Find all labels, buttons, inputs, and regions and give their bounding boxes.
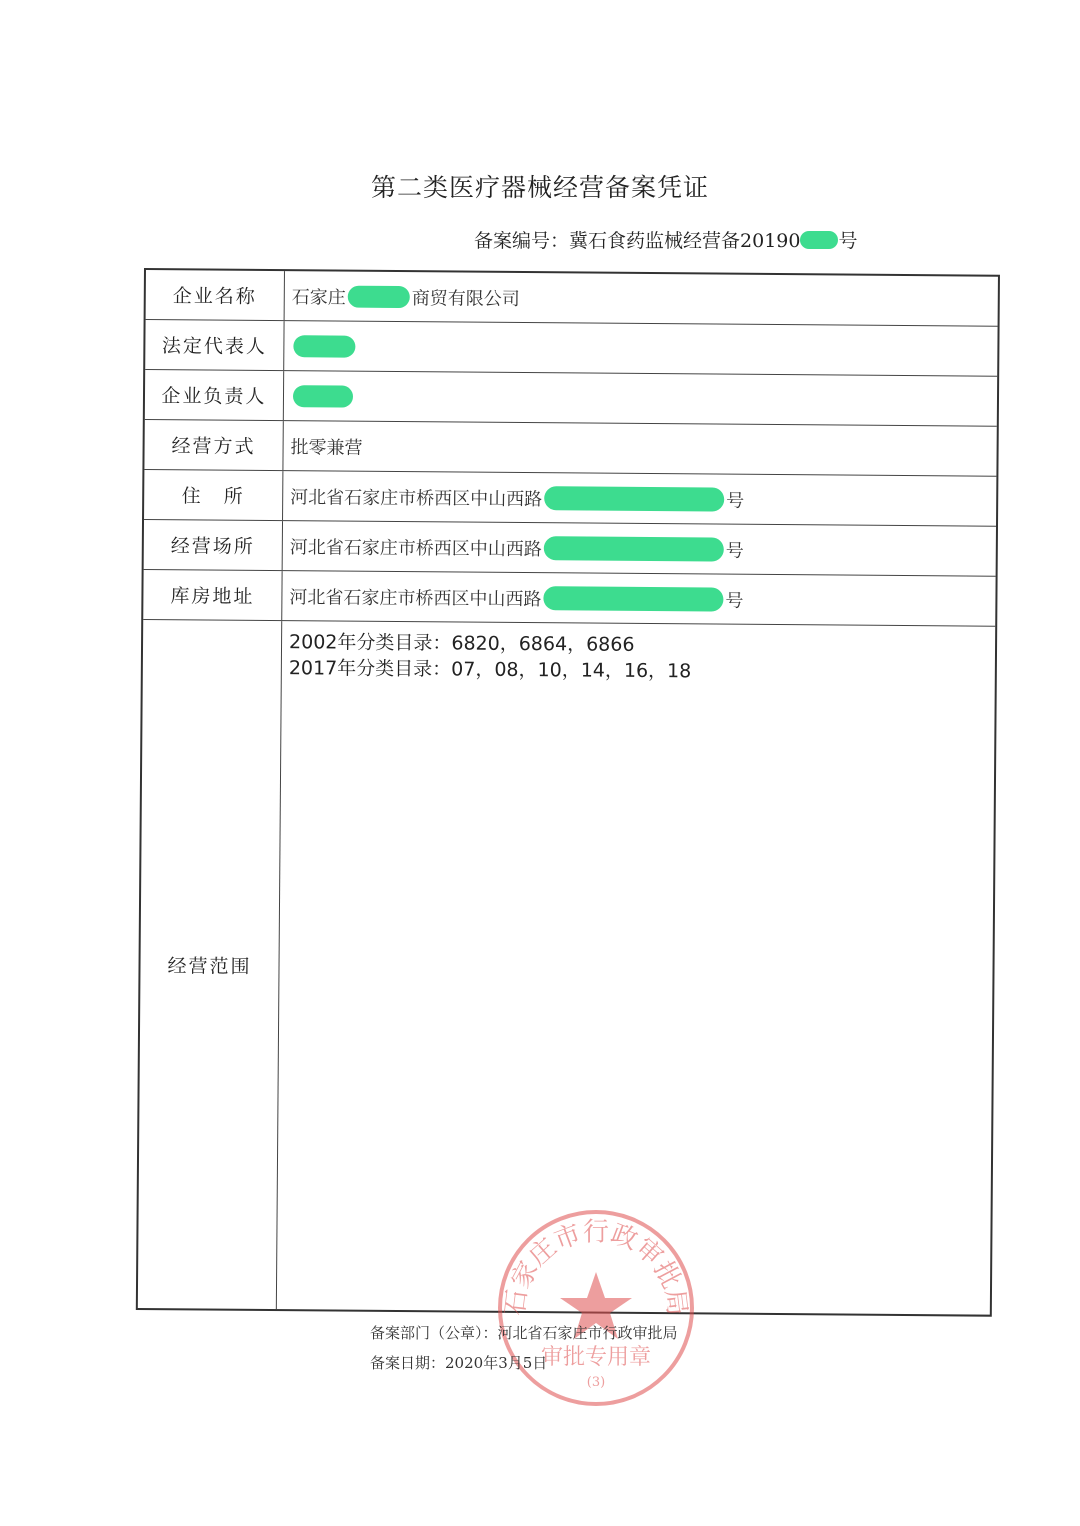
row-label: 经营场所 [144,520,283,570]
record-number [474,226,857,253]
row-label: 经营方式 [144,420,283,470]
company-name-suffix: 商贸有限公司 [411,287,520,310]
address-suffix: 号 [726,490,745,512]
scope-line: 2002年分类目录：6820，6864，6866 [288,631,635,656]
row-label: 库房地址 [143,570,282,620]
redaction-mark [800,231,838,249]
record-number-suffix: 号 [838,230,858,252]
address-suffix: 号 [725,590,744,612]
row-value [292,271,988,325]
table-row-legal-rep [145,320,997,377]
row-label: 法定代表人 [145,320,284,370]
table-row-warehouse [143,570,995,627]
row-label: 企业负责人 [145,370,284,420]
record-number-label: 备案编号： [474,230,570,252]
official-seal [494,1206,698,1410]
department-value: 河北省石家庄市行政审批局 [497,1324,678,1342]
record-department [370,1322,678,1343]
row-value [291,321,987,375]
company-name-prefix: 石家庄 [291,286,346,309]
table-row-business-mode [144,420,996,477]
table-row-residence [144,470,996,527]
date-label: 备案日期： [370,1354,446,1372]
address-prefix: 河北省石家庄市桥西区中山西路 [289,536,542,560]
redaction-mark [544,486,724,511]
table-row-principal [145,370,997,427]
table-row-company-name [146,270,998,327]
certificate-title: 第二类医疗器械经营备案凭证 [370,173,709,202]
seal-ring-text: 石家庄市行政审批局 [500,1217,692,1318]
address-suffix: 号 [725,540,744,562]
seal-number: (3) [586,1375,606,1390]
row-label: 企业名称 [146,270,285,320]
address-prefix: 河北省石家庄市桥西区中山西路 [289,586,542,610]
row-label: 经营范围 [138,620,282,1309]
row-value [291,371,987,425]
address-prefix: 河北省石家庄市桥西区中山西路 [290,486,543,510]
date-value: 2020年3月5日 [445,1354,548,1372]
redaction-mark [543,586,723,611]
record-number-prefix: 冀石食药监械经营备20190 [569,230,801,252]
redaction-mark [544,536,724,561]
department-label: 备案部门（公章）： [370,1324,498,1342]
row-value [290,471,986,525]
redaction-mark [293,335,355,357]
row-value: 批零兼营 [290,436,363,459]
redaction-mark [348,285,410,307]
table-row-business-premises [144,520,996,577]
record-date [370,1352,547,1373]
scope-text [289,629,692,684]
scope-line: 2017年分类目录：07，08，10，14，16，18 [288,657,692,683]
row-value [290,521,986,575]
redaction-mark [293,385,353,407]
certificate-table [136,268,1000,1317]
seal-center-text: 审批专用章 [540,1345,652,1370]
row-value [289,571,985,625]
row-label: 住 所 [144,470,283,520]
